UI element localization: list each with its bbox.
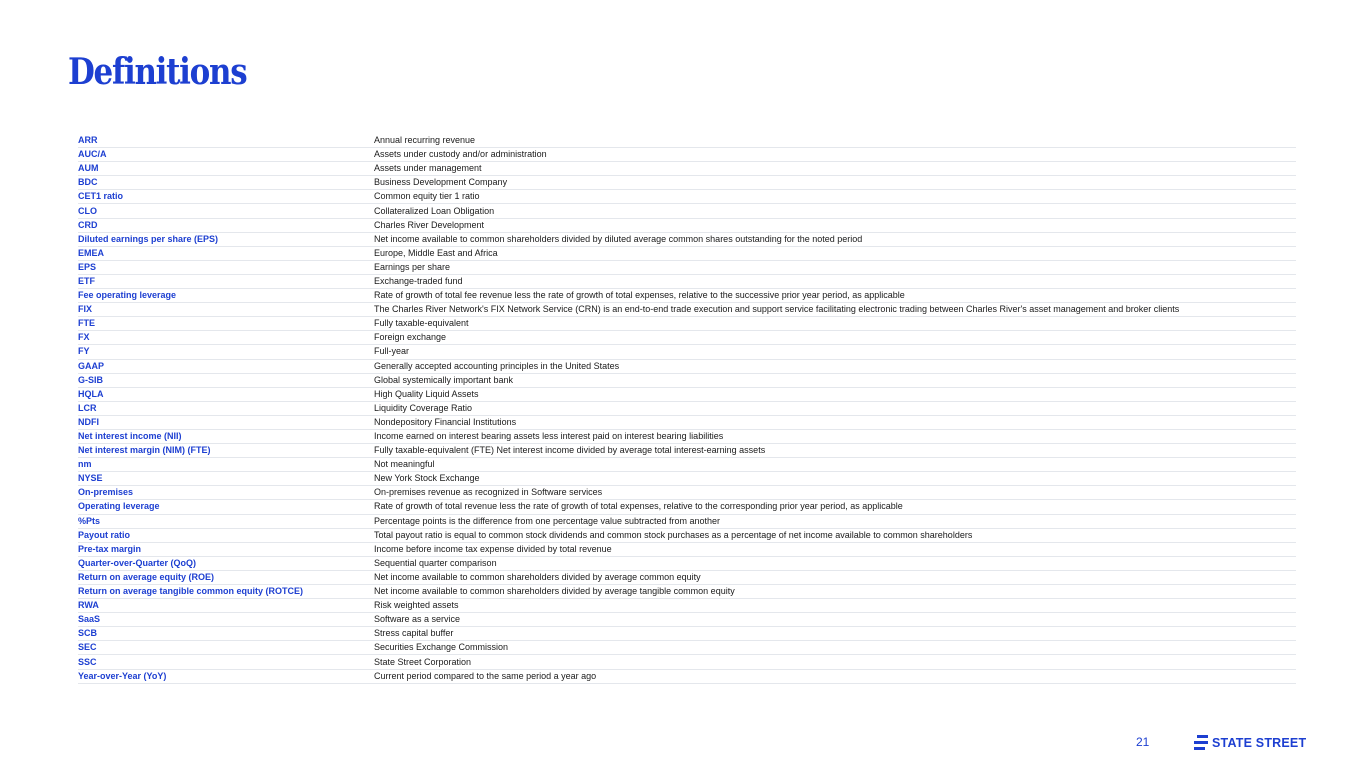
definition-row bbox=[78, 500, 1296, 514]
definition-term: HQLA bbox=[78, 388, 104, 399]
definition-row bbox=[78, 289, 1296, 303]
definition-term: SaaS bbox=[78, 614, 101, 625]
definition-row bbox=[78, 444, 1296, 458]
definition-term: RWA bbox=[78, 600, 99, 611]
definition-row bbox=[78, 641, 1296, 655]
definition-row bbox=[78, 515, 1296, 529]
definition-meaning: Business Development Company bbox=[374, 177, 508, 188]
definition-term: Net interest margin (NIM) (FTE) bbox=[78, 445, 211, 456]
definition-term: NDFI bbox=[78, 416, 99, 427]
definition-meaning: Not meaningful bbox=[374, 459, 435, 470]
definition-term: CLO bbox=[78, 205, 97, 216]
definition-row bbox=[78, 571, 1296, 585]
definition-row bbox=[78, 402, 1296, 416]
definition-meaning: Global systemically important bank bbox=[374, 374, 514, 385]
definition-row bbox=[78, 331, 1296, 345]
page-title: Definitions bbox=[68, 51, 247, 93]
definition-term: Quarter-over-Quarter (QoQ) bbox=[78, 557, 197, 568]
definition-term: %Pts bbox=[78, 515, 101, 526]
definition-meaning: Total payout ratio is equal to common stock dividends and common stock purchases as a percentage of net income available to common shareholders bbox=[374, 529, 973, 540]
definition-meaning: Earnings per share bbox=[374, 261, 451, 272]
definition-row bbox=[78, 345, 1296, 359]
definition-meaning: Collateralized Loan Obligation bbox=[374, 205, 495, 216]
definition-meaning: Stress capital buffer bbox=[374, 628, 454, 639]
definition-meaning: Net income available to common shareholders divided by diluted average common shares outstanding for the noted period bbox=[374, 233, 863, 244]
definition-row bbox=[78, 233, 1296, 247]
definition-meaning: Software as a service bbox=[374, 614, 461, 625]
definition-row bbox=[78, 247, 1296, 261]
definition-row bbox=[78, 486, 1296, 500]
definition-row bbox=[78, 458, 1296, 472]
state-street-logo-icon bbox=[1194, 735, 1208, 750]
definition-row bbox=[78, 317, 1296, 331]
definition-term: Payout ratio bbox=[78, 529, 131, 540]
definition-row bbox=[78, 543, 1296, 557]
definition-term: On-premises bbox=[78, 487, 134, 498]
definition-row bbox=[78, 529, 1296, 543]
definition-meaning: Nondepository Financial Institutions bbox=[374, 416, 517, 427]
definition-row bbox=[78, 472, 1296, 486]
definition-term: EMEA bbox=[78, 247, 105, 258]
definition-term: CRD bbox=[78, 219, 98, 230]
definition-term: CET1 ratio bbox=[78, 191, 124, 202]
definition-term: SCB bbox=[78, 628, 98, 639]
definition-row bbox=[78, 360, 1296, 374]
definition-row bbox=[78, 176, 1296, 190]
definition-meaning: Rate of growth of total revenue less the rate of growth of total expenses, relative to the corresponding prior year period, as applicable bbox=[374, 501, 903, 512]
definition-meaning: Securities Exchange Commission bbox=[374, 642, 509, 653]
definition-term: ETF bbox=[78, 275, 95, 286]
definition-row bbox=[78, 416, 1296, 430]
definition-term: Net interest income (NII) bbox=[78, 431, 182, 442]
definition-term: FX bbox=[78, 332, 90, 343]
definition-row bbox=[78, 275, 1296, 289]
definition-meaning: Common equity tier 1 ratio bbox=[374, 191, 480, 202]
definition-meaning: Fully taxable-equivalent (FTE) Net interest income divided by average total interest-earning assets bbox=[374, 445, 766, 456]
definition-row bbox=[78, 148, 1296, 162]
definition-meaning: Generally accepted accounting principles in the United States bbox=[374, 360, 620, 371]
definition-term: FIX bbox=[78, 304, 93, 315]
definition-meaning: Charles River Development bbox=[374, 219, 485, 230]
definition-meaning: Assets under custody and/or administration bbox=[374, 149, 547, 160]
definition-term: Pre-tax margin bbox=[78, 543, 142, 554]
definition-term: SSC bbox=[78, 656, 97, 667]
definition-row bbox=[78, 627, 1296, 641]
definition-term: nm bbox=[78, 459, 92, 470]
definition-meaning: Risk weighted assets bbox=[374, 600, 459, 611]
definition-meaning: Income before income tax expense divided by total revenue bbox=[374, 543, 612, 554]
definition-term: Diluted earnings per share (EPS) bbox=[78, 233, 219, 244]
page-number: 21 bbox=[1136, 735, 1150, 749]
definition-term: FTE bbox=[78, 318, 95, 329]
definition-meaning: Rate of growth of total fee revenue less the rate of growth of total expenses, relative to the successive prior year period, as applicable bbox=[374, 290, 905, 301]
definition-row bbox=[78, 613, 1296, 627]
definition-meaning: Sequential quarter comparison bbox=[374, 557, 497, 568]
definition-row bbox=[78, 557, 1296, 571]
definition-row bbox=[78, 204, 1296, 218]
definition-meaning: The Charles River Network's FIX Network Service (CRN) is an end-to-end trade execution and support service facilitating electronic trading between Charles River's asset management and broker clients bbox=[374, 304, 1180, 315]
definition-term: LCR bbox=[78, 402, 97, 413]
definition-row bbox=[78, 374, 1296, 388]
state-street-logo bbox=[1194, 735, 1306, 750]
definition-term: Operating leverage bbox=[78, 501, 160, 512]
definition-meaning: Foreign exchange bbox=[374, 332, 447, 343]
definition-term: FY bbox=[78, 346, 90, 357]
definition-row bbox=[78, 303, 1296, 317]
definition-meaning: Exchange-traded fund bbox=[374, 275, 463, 286]
definition-row bbox=[78, 430, 1296, 444]
definition-term: AUC/A bbox=[78, 149, 107, 160]
definition-term: ARR bbox=[78, 135, 98, 146]
definition-meaning: Income earned on interest bearing assets less interest paid on interest bearing liabilities bbox=[374, 431, 724, 442]
definition-meaning: Liquidity Coverage Ratio bbox=[374, 402, 473, 413]
definition-row bbox=[78, 134, 1296, 148]
definition-term: Return on average tangible common equity (ROTCE) bbox=[78, 586, 304, 597]
definition-row bbox=[78, 261, 1296, 275]
definition-term: Fee operating leverage bbox=[78, 290, 177, 301]
definition-meaning: Europe, Middle East and Africa bbox=[374, 247, 498, 258]
definition-term: Year-over-Year (YoY) bbox=[78, 670, 167, 681]
definition-term: NYSE bbox=[78, 473, 103, 484]
definition-row bbox=[78, 670, 1296, 684]
definition-term: EPS bbox=[78, 261, 97, 272]
definition-meaning: Percentage points is the difference from one percentage value subtracted from another bbox=[374, 515, 721, 526]
definition-meaning: Net income available to common shareholders divided by average tangible common equity bbox=[374, 586, 735, 597]
definition-meaning: Assets under management bbox=[374, 163, 482, 174]
definition-meaning: High Quality Liquid Assets bbox=[374, 388, 479, 399]
definition-meaning: Net income available to common shareholders divided by average common equity bbox=[374, 571, 701, 582]
definition-meaning: On-premises revenue as recognized in Software services bbox=[374, 487, 603, 498]
logo-text: STATE STREET bbox=[1212, 735, 1307, 750]
definition-row bbox=[78, 190, 1296, 204]
definition-term: AUM bbox=[78, 163, 99, 174]
definition-row bbox=[78, 162, 1296, 176]
definition-meaning: Current period compared to the same period a year ago bbox=[374, 670, 597, 681]
definition-term: G-SIB bbox=[78, 374, 104, 385]
definition-row bbox=[78, 388, 1296, 402]
definition-term: SEC bbox=[78, 642, 97, 653]
definition-row bbox=[78, 655, 1296, 669]
definition-meaning: Full-year bbox=[374, 346, 410, 357]
definition-meaning: Annual recurring revenue bbox=[374, 135, 476, 146]
definition-meaning: State Street Corporation bbox=[374, 656, 472, 667]
definition-row bbox=[78, 219, 1296, 233]
definition-term: Return on average equity (ROE) bbox=[78, 571, 215, 582]
definition-row bbox=[78, 585, 1296, 599]
definitions-table bbox=[78, 134, 1296, 684]
definition-meaning: New York Stock Exchange bbox=[374, 473, 480, 484]
definition-term: BDC bbox=[78, 177, 98, 188]
definition-meaning: Fully taxable-equivalent bbox=[374, 318, 469, 329]
definition-term: GAAP bbox=[78, 360, 105, 371]
definition-row bbox=[78, 599, 1296, 613]
